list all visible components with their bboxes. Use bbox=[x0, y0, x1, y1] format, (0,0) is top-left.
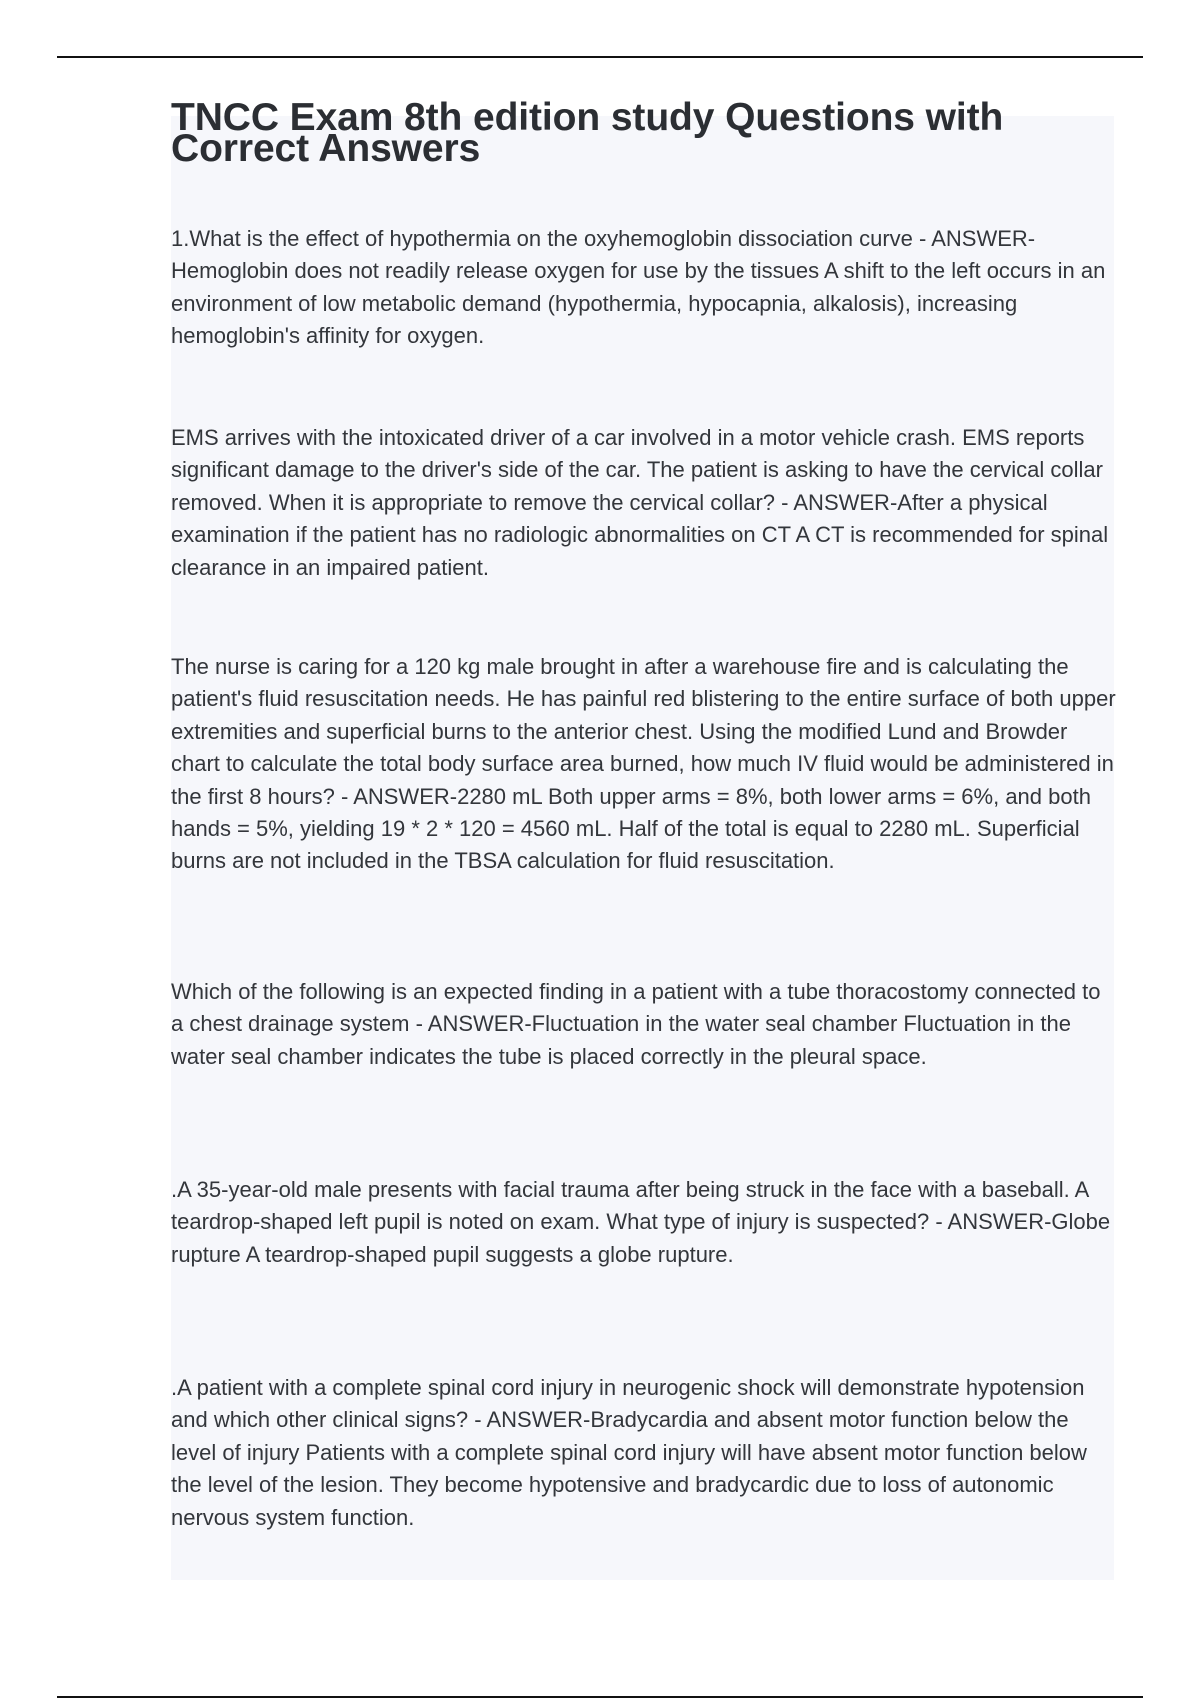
qa-item-6: .A patient with a complete spinal cord injury in neurogenic shock will demonstrate hypotension and which other clinical signs? - ANSWER-Bradycardia and absent motor function below the level of injury Patients with a complete spinal cord injury will have absent motor function below the level of the lesion. They become hypotensive and bradycardic due to loss of autonomic nervous system function. bbox=[171, 1375, 1087, 1530]
top-rule bbox=[57, 56, 1143, 58]
qa-item-5: .A 35-year-old male presents with facial trauma after being struck in the face with a baseball. A teardrop-shaped left pupil is noted on exam. What type of injury is suspected? - ANSWER-Globe rupture A teardrop-shaped pupil suggests a globe rupture. bbox=[171, 1177, 1111, 1267]
qa-item-4: Which of the following is an expected finding in a patient with a tube thoracostomy connected to a chest drainage system - ANSWER-Fluctuation in the water seal chamber Fluctuation in the water seal chamber indicates the tube is placed correctly in the pleural space. bbox=[171, 979, 1101, 1069]
qa-item-1: 1.What is the effect of hypothermia on the oxyhemoglobin dissociation curve - ANSWER-Hemoglobin does not readily release oxygen for use by the tissues A shift to the left occurs in an environment of low metabolic demand (hypothermia, hypocapnia, alkalosis), increasing hemoglobin's affinity for oxygen. bbox=[171, 226, 1106, 349]
document-title: TNCC Exam 8th edition study Questions with Correct Answers bbox=[171, 96, 1004, 170]
bottom-rule bbox=[57, 1696, 1143, 1698]
qa-item-3: The nurse is caring for a 120 kg male brought in after a warehouse fire and is calculating the patient's fluid resuscitation needs. He has painful red blistering to the entire surface of both upper extremities and superficial burns to the anterior chest. Using the modified Lund and Browder chart to calculate the total body surface area burned, how much IV fluid would be administered in the first 8 hours? - ANSWER-2280 mL Both upper arms = 8%, both lower arms = 6%, and both hands = 5%, yielding 19 * 2 * 120 = 4560 mL. Half of the total is equal to 2280 mL. Superficial burns are not included in the TBSA calculation for fluid resuscitation. bbox=[171, 654, 1116, 874]
qa-item-2: EMS arrives with the intoxicated driver of a car involved in a motor vehicle crash. EMS reports significant damage to the driver's side of the car. The patient is asking to have the cervical collar removed. When it is appropriate to remove the cervical collar? - ANSWER-After a physical examination if the patient has no radiologic abnormalities on CT A CT is recommended for spinal clearance in an impaired patient. bbox=[171, 425, 1109, 580]
